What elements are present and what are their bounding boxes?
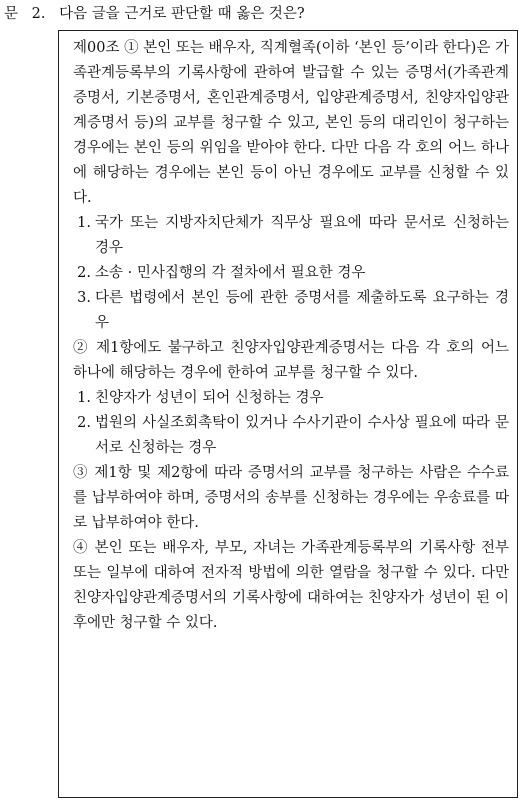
question-text: 다음 글을 근거로 판단할 때 옳은 것은? — [59, 6, 305, 22]
item-text: 다른 법령에서 본인 등에 관한 증명서를 제출하도록 요구하는 경우 — [95, 290, 509, 331]
item-number: 2. — [77, 415, 91, 431]
question-number: 2. — [31, 6, 46, 22]
list-item — [73, 386, 509, 411]
article-items-1 — [73, 211, 509, 336]
item-number: 1. — [77, 390, 91, 406]
question-label: 문 — [4, 6, 19, 22]
question-header — [4, 4, 305, 24]
item-number: 3. — [77, 290, 91, 306]
article-paragraph-3: ③ 제1항 및 제2항에 따라 증명서의 교부를 청구하는 사람은 수수료를 납부하여야 하며, 증명서의 송부를 신청하는 경우에는 우송료를 따로 납부하여야 한다. — [73, 465, 509, 531]
article-box — [58, 30, 518, 798]
list-item — [73, 286, 509, 336]
article-paragraph-1: 제00조 ① 본인 또는 배우자, 직계혈족(이하 ‘본인 등’이라 한다)은 가족관계등록부의 기록사항에 관하여 발급할 수 있는 증명서(가족관계증명서, 기본증명서, 혼인관계증명서, 입양관계증명서, 친양자입양관계증명서 등)의 교부를 청구할 수 있고, 본인 등의 대리인이 청구하는 경우에는 본인 등의 위임을 받아야 한다. 다만 다음 각 호의 어느 하나에 해당하는 경우에는 본인 등이 아닌 경우에도 교부를 신청할 수 있다. — [73, 40, 509, 206]
article-paragraph-4: ④ 본인 또는 배우자, 부모, 자녀는 가족관계등록부의 기록사항 전부 또는 일부에 대하여 전자적 방법에 의한 열람을 청구할 수 있다. 다만 친양자입양관계증명서의 기록사항에 대하여는 친양자가 성년이 된 이후에만 청구할 수 있다. — [73, 540, 509, 631]
article-items-2 — [73, 386, 509, 461]
article-paragraph-2: ② 제1항에도 불구하고 친양자입양관계증명서는 다음 각 호의 어느 하나에 해당하는 경우에 한하여 교부를 청구할 수 있다. — [73, 340, 509, 381]
item-text: 소송 · 민사집행의 각 절차에서 필요한 경우 — [95, 265, 366, 281]
item-text: 친양자가 성년이 되어 신청하는 경우 — [95, 390, 324, 406]
list-item — [73, 261, 509, 286]
item-number: 2. — [77, 265, 91, 281]
item-text: 국가 또는 지방자치단체가 직무상 필요에 따라 문서로 신청하는 경우 — [95, 215, 509, 256]
item-text: 법원의 사실조회촉탁이 있거나 수사기관이 수사상 필요에 따라 문서로 신청하는 경우 — [95, 415, 509, 456]
list-item — [73, 211, 509, 261]
item-number: 1. — [77, 215, 91, 231]
list-item — [73, 411, 509, 461]
